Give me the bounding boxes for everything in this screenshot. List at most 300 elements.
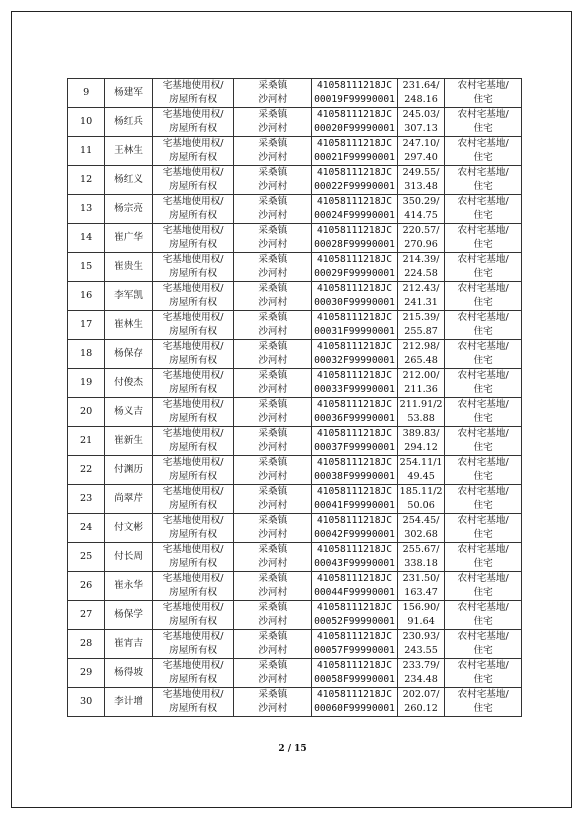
row-number-cell: 23 <box>68 485 105 514</box>
right-type-cell <box>152 282 234 311</box>
usage-line: 住宅 <box>473 558 493 569</box>
unit-code-line: 41058111218JC <box>316 341 393 352</box>
unit-code-line: 00044F99990001 <box>314 587 395 598</box>
area-line: 255.87 <box>404 326 438 337</box>
location-line: 采桑镇 <box>258 544 288 555</box>
unit-code-line: 00042F99990001 <box>314 529 395 540</box>
unit-code-line: 00022F99990001 <box>314 181 395 192</box>
unit-code-cell <box>312 224 398 253</box>
location-line: 沙河村 <box>258 703 288 714</box>
table-row <box>68 398 522 427</box>
area-line: 211.36 <box>404 384 438 395</box>
area-cell <box>397 340 444 369</box>
location-line: 采桑镇 <box>258 399 288 410</box>
location-line: 采桑镇 <box>258 689 288 700</box>
usage-line: 住宅 <box>473 326 493 337</box>
unit-code-line: 41058111218JC <box>316 631 393 642</box>
usage-line: 住宅 <box>473 500 493 511</box>
row-number-cell: 9 <box>68 79 105 108</box>
unit-code-line: 00021F99990001 <box>314 152 395 163</box>
usage-line: 农村宅基地/ <box>457 399 509 410</box>
area-cell <box>397 514 444 543</box>
usage-line: 住宅 <box>473 384 493 395</box>
owner-name-cell: 杨红义 <box>105 166 152 195</box>
area-line: 389.83/ <box>402 428 440 439</box>
unit-code-line: 00052F99990001 <box>314 616 395 627</box>
area-line: 185.11/2 <box>399 486 443 497</box>
right-type-line: 房屋所有权 <box>169 587 218 598</box>
area-line: 294.12 <box>404 442 438 453</box>
location-line: 沙河村 <box>258 210 288 221</box>
right-type-line: 宅基地使用权/ <box>162 196 224 207</box>
table-row <box>68 166 522 195</box>
unit-code-line: 41058111218JC <box>316 486 393 497</box>
usage-cell <box>445 253 522 282</box>
area-line: 50.06 <box>407 500 435 511</box>
usage-cell <box>445 224 522 253</box>
right-type-line: 宅基地使用权/ <box>162 544 224 555</box>
unit-code-line: 00030F99990001 <box>314 297 395 308</box>
usage-line: 农村宅基地/ <box>457 689 509 700</box>
area-line: 224.58 <box>404 268 438 279</box>
location-line: 采桑镇 <box>258 341 288 352</box>
unit-code-line: 41058111218JC <box>316 196 393 207</box>
area-line: 215.39/ <box>402 312 440 323</box>
area-line: 243.55 <box>404 645 438 656</box>
table-row <box>68 659 522 688</box>
area-line: 302.68 <box>404 529 438 540</box>
owner-name-cell: 杨红兵 <box>105 108 152 137</box>
right-type-cell <box>152 659 234 688</box>
table-row <box>68 108 522 137</box>
row-number-cell: 15 <box>68 253 105 282</box>
area-cell <box>397 282 444 311</box>
area-line: 231.50/ <box>402 573 440 584</box>
row-number-cell: 26 <box>68 572 105 601</box>
unit-code-cell <box>312 427 398 456</box>
right-type-line: 房屋所有权 <box>169 239 218 250</box>
unit-code-line: 41058111218JC <box>316 254 393 265</box>
location-cell <box>234 398 312 427</box>
area-line: 245.03/ <box>402 109 440 120</box>
right-type-line: 房屋所有权 <box>169 471 218 482</box>
usage-cell <box>445 688 522 717</box>
location-cell <box>234 195 312 224</box>
right-type-cell <box>152 224 234 253</box>
location-cell <box>234 224 312 253</box>
unit-code-line: 41058111218JC <box>316 544 393 555</box>
row-number-cell: 25 <box>68 543 105 572</box>
owner-name-cell: 杨建军 <box>105 79 152 108</box>
right-type-line: 房屋所有权 <box>169 268 218 279</box>
location-line: 采桑镇 <box>258 428 288 439</box>
right-type-line: 宅基地使用权/ <box>162 167 224 178</box>
row-number-cell: 16 <box>68 282 105 311</box>
unit-code-cell <box>312 195 398 224</box>
table-body <box>68 79 522 717</box>
area-line: 156.90/ <box>402 602 440 613</box>
area-line: 211.91/2 <box>399 399 443 410</box>
usage-line: 农村宅基地/ <box>457 602 509 613</box>
right-type-cell <box>152 572 234 601</box>
unit-code-line: 41058111218JC <box>316 80 393 91</box>
table-row <box>68 688 522 717</box>
right-type-cell <box>152 369 234 398</box>
unit-code-line: 00032F99990001 <box>314 355 395 366</box>
unit-code-line: 41058111218JC <box>316 138 393 149</box>
area-line: 49.45 <box>407 471 435 482</box>
location-line: 采桑镇 <box>258 312 288 323</box>
row-number-cell: 29 <box>68 659 105 688</box>
area-line: 338.18 <box>404 558 438 569</box>
area-cell <box>397 659 444 688</box>
unit-code-cell <box>312 108 398 137</box>
usage-line: 住宅 <box>473 703 493 714</box>
usage-line: 住宅 <box>473 152 493 163</box>
usage-line: 住宅 <box>473 413 493 424</box>
location-line: 沙河村 <box>258 326 288 337</box>
page-number: 2 / 15 <box>278 744 307 754</box>
location-line: 采桑镇 <box>258 283 288 294</box>
unit-code-cell <box>312 79 398 108</box>
unit-code-line: 00043F99990001 <box>314 558 395 569</box>
right-type-line: 房屋所有权 <box>169 703 218 714</box>
usage-cell <box>445 108 522 137</box>
owner-name-cell: 付长周 <box>105 543 152 572</box>
usage-cell <box>445 659 522 688</box>
right-type-line: 宅基地使用权/ <box>162 312 224 323</box>
row-number-cell: 20 <box>68 398 105 427</box>
location-line: 采桑镇 <box>258 225 288 236</box>
area-cell <box>397 166 444 195</box>
usage-line: 农村宅基地/ <box>457 486 509 497</box>
area-line: 249.55/ <box>402 167 440 178</box>
area-line: 270.96 <box>404 239 438 250</box>
location-cell <box>234 485 312 514</box>
unit-code-cell <box>312 311 398 340</box>
unit-code-line: 00038F99990001 <box>314 471 395 482</box>
location-line: 采桑镇 <box>258 486 288 497</box>
location-line: 采桑镇 <box>258 573 288 584</box>
usage-line: 住宅 <box>473 645 493 656</box>
table-row <box>68 137 522 166</box>
usage-cell <box>445 630 522 659</box>
location-cell <box>234 688 312 717</box>
table-row <box>68 253 522 282</box>
right-type-line: 房屋所有权 <box>169 384 218 395</box>
location-line: 沙河村 <box>258 442 288 453</box>
location-line: 沙河村 <box>258 152 288 163</box>
location-line: 沙河村 <box>258 384 288 395</box>
area-cell <box>397 108 444 137</box>
area-line: 163.47 <box>404 587 438 598</box>
location-line: 沙河村 <box>258 297 288 308</box>
owner-name-cell: 付渊历 <box>105 456 152 485</box>
location-line: 采桑镇 <box>258 631 288 642</box>
usage-line: 住宅 <box>473 442 493 453</box>
right-type-line: 宅基地使用权/ <box>162 341 224 352</box>
area-line: 297.40 <box>404 152 438 163</box>
owner-name-cell: 付文彬 <box>105 514 152 543</box>
location-line: 采桑镇 <box>258 602 288 613</box>
table-row <box>68 485 522 514</box>
usage-line: 农村宅基地/ <box>457 138 509 149</box>
location-cell <box>234 427 312 456</box>
right-type-line: 宅基地使用权/ <box>162 515 224 526</box>
area-line: 91.64 <box>407 616 435 627</box>
area-line: 53.88 <box>407 413 435 424</box>
owner-name-cell: 崔广华 <box>105 224 152 253</box>
unit-code-cell <box>312 601 398 630</box>
unit-code-line: 00057F99990001 <box>314 645 395 656</box>
right-type-cell <box>152 630 234 659</box>
location-cell <box>234 456 312 485</box>
owner-name-cell: 崔永华 <box>105 572 152 601</box>
location-cell <box>234 601 312 630</box>
area-cell <box>397 688 444 717</box>
right-type-line: 房屋所有权 <box>169 413 218 424</box>
usage-cell <box>445 485 522 514</box>
area-cell <box>397 195 444 224</box>
right-type-line: 宅基地使用权/ <box>162 370 224 381</box>
usage-line: 住宅 <box>473 268 493 279</box>
usage-line: 农村宅基地/ <box>457 167 509 178</box>
area-cell <box>397 224 444 253</box>
area-line: 212.98/ <box>402 341 440 352</box>
area-line: 234.48 <box>404 674 438 685</box>
table-row <box>68 514 522 543</box>
right-type-line: 房屋所有权 <box>169 674 218 685</box>
location-cell <box>234 659 312 688</box>
location-cell <box>234 572 312 601</box>
usage-line: 农村宅基地/ <box>457 515 509 526</box>
owner-name-cell: 尚翠芹 <box>105 485 152 514</box>
usage-cell <box>445 427 522 456</box>
unit-code-line: 41058111218JC <box>316 312 393 323</box>
unit-code-line: 41058111218JC <box>316 109 393 120</box>
location-line: 沙河村 <box>258 94 288 105</box>
usage-line: 农村宅基地/ <box>457 341 509 352</box>
right-type-line: 房屋所有权 <box>169 210 218 221</box>
area-line: 231.64/ <box>402 80 440 91</box>
unit-code-cell <box>312 659 398 688</box>
right-type-line: 房屋所有权 <box>169 355 218 366</box>
area-cell <box>397 456 444 485</box>
location-line: 采桑镇 <box>258 109 288 120</box>
right-type-line: 宅基地使用权/ <box>162 689 224 700</box>
owner-name-cell: 王林生 <box>105 137 152 166</box>
area-cell <box>397 543 444 572</box>
location-cell <box>234 282 312 311</box>
row-number-cell: 21 <box>68 427 105 456</box>
location-cell <box>234 166 312 195</box>
location-cell <box>234 311 312 340</box>
right-type-line: 宅基地使用权/ <box>162 428 224 439</box>
unit-code-cell <box>312 456 398 485</box>
usage-cell <box>445 311 522 340</box>
location-cell <box>234 514 312 543</box>
location-cell <box>234 369 312 398</box>
unit-code-cell <box>312 572 398 601</box>
unit-code-line: 00019F99990001 <box>314 94 395 105</box>
location-line: 沙河村 <box>258 500 288 511</box>
area-cell <box>397 398 444 427</box>
usage-cell <box>445 79 522 108</box>
area-line: 307.13 <box>404 123 438 134</box>
usage-line: 住宅 <box>473 123 493 134</box>
right-type-cell <box>152 456 234 485</box>
location-line: 采桑镇 <box>258 80 288 91</box>
owner-name-cell: 杨宗亮 <box>105 195 152 224</box>
right-type-line: 宅基地使用权/ <box>162 109 224 120</box>
area-cell <box>397 601 444 630</box>
right-type-line: 宅基地使用权/ <box>162 660 224 671</box>
location-cell <box>234 340 312 369</box>
usage-cell <box>445 195 522 224</box>
unit-code-cell <box>312 137 398 166</box>
usage-line: 住宅 <box>473 529 493 540</box>
unit-code-cell <box>312 485 398 514</box>
usage-line: 农村宅基地/ <box>457 283 509 294</box>
row-number-cell: 18 <box>68 340 105 369</box>
usage-line: 住宅 <box>473 94 493 105</box>
owner-name-cell: 杨义吉 <box>105 398 152 427</box>
area-cell <box>397 572 444 601</box>
right-type-cell <box>152 137 234 166</box>
location-line: 采桑镇 <box>258 196 288 207</box>
unit-code-line: 41058111218JC <box>316 283 393 294</box>
area-line: 220.57/ <box>402 225 440 236</box>
location-line: 沙河村 <box>258 558 288 569</box>
row-number-cell: 11 <box>68 137 105 166</box>
location-line: 沙河村 <box>258 239 288 250</box>
table-row <box>68 282 522 311</box>
owner-name-cell: 崔新生 <box>105 427 152 456</box>
usage-line: 农村宅基地/ <box>457 80 509 91</box>
table-row <box>68 195 522 224</box>
usage-line: 农村宅基地/ <box>457 225 509 236</box>
area-line: 202.07/ <box>402 689 440 700</box>
usage-line: 农村宅基地/ <box>457 196 509 207</box>
right-type-line: 宅基地使用权/ <box>162 457 224 468</box>
location-line: 沙河村 <box>258 587 288 598</box>
right-type-cell <box>152 79 234 108</box>
usage-cell <box>445 166 522 195</box>
unit-code-line: 00029F99990001 <box>314 268 395 279</box>
location-line: 沙河村 <box>258 529 288 540</box>
right-type-line: 房屋所有权 <box>169 94 218 105</box>
right-type-cell <box>152 514 234 543</box>
area-line: 350.29/ <box>402 196 440 207</box>
owner-name-cell: 李计增 <box>105 688 152 717</box>
unit-code-cell <box>312 514 398 543</box>
row-number-cell: 12 <box>68 166 105 195</box>
area-cell <box>397 630 444 659</box>
right-type-line: 宅基地使用权/ <box>162 283 224 294</box>
unit-code-cell <box>312 398 398 427</box>
right-type-cell <box>152 166 234 195</box>
right-type-cell <box>152 543 234 572</box>
usage-line: 农村宅基地/ <box>457 312 509 323</box>
location-line: 沙河村 <box>258 645 288 656</box>
row-number-cell: 14 <box>68 224 105 253</box>
unit-code-line: 00041F99990001 <box>314 500 395 511</box>
area-cell <box>397 485 444 514</box>
unit-code-line: 00060F99990001 <box>314 703 395 714</box>
area-line: 254.45/ <box>402 515 440 526</box>
right-type-cell <box>152 427 234 456</box>
right-type-cell <box>152 253 234 282</box>
usage-line: 住宅 <box>473 355 493 366</box>
usage-cell <box>445 543 522 572</box>
owner-name-cell: 杨得坡 <box>105 659 152 688</box>
unit-code-line: 00033F99990001 <box>314 384 395 395</box>
area-line: 254.11/1 <box>399 457 443 468</box>
area-cell <box>397 253 444 282</box>
right-type-cell <box>152 311 234 340</box>
location-line: 沙河村 <box>258 123 288 134</box>
location-cell <box>234 108 312 137</box>
usage-line: 住宅 <box>473 587 493 598</box>
usage-cell <box>445 514 522 543</box>
row-number-cell: 27 <box>68 601 105 630</box>
location-line: 沙河村 <box>258 355 288 366</box>
area-line: 248.16 <box>404 94 438 105</box>
unit-code-line: 41058111218JC <box>316 660 393 671</box>
area-line: 212.43/ <box>402 283 440 294</box>
unit-code-line: 00020F99990001 <box>314 123 395 134</box>
area-line: 255.67/ <box>402 544 440 555</box>
right-type-line: 房屋所有权 <box>169 645 218 656</box>
table-row <box>68 543 522 572</box>
usage-line: 住宅 <box>473 297 493 308</box>
owner-name-cell: 崔贵生 <box>105 253 152 282</box>
right-type-line: 房屋所有权 <box>169 500 218 511</box>
area-cell <box>397 79 444 108</box>
usage-cell <box>445 282 522 311</box>
row-number-cell: 13 <box>68 195 105 224</box>
location-line: 采桑镇 <box>258 167 288 178</box>
usage-line: 住宅 <box>473 181 493 192</box>
right-type-cell <box>152 195 234 224</box>
location-cell <box>234 137 312 166</box>
location-line: 采桑镇 <box>258 457 288 468</box>
area-line: 247.10/ <box>402 138 440 149</box>
area-cell <box>397 311 444 340</box>
right-type-line: 房屋所有权 <box>169 123 218 134</box>
usage-line: 住宅 <box>473 210 493 221</box>
location-line: 采桑镇 <box>258 370 288 381</box>
property-rights-table <box>67 78 522 717</box>
unit-code-cell <box>312 282 398 311</box>
row-number-cell: 30 <box>68 688 105 717</box>
right-type-line: 房屋所有权 <box>169 616 218 627</box>
unit-code-line: 00028F99990001 <box>314 239 395 250</box>
row-number-cell: 24 <box>68 514 105 543</box>
right-type-cell <box>152 108 234 137</box>
unit-code-line: 00058F99990001 <box>314 674 395 685</box>
right-type-line: 宅基地使用权/ <box>162 602 224 613</box>
unit-code-line: 41058111218JC <box>316 167 393 178</box>
unit-code-line: 41058111218JC <box>316 457 393 468</box>
area-cell <box>397 369 444 398</box>
right-type-line: 宅基地使用权/ <box>162 138 224 149</box>
unit-code-line: 00036F99990001 <box>314 413 395 424</box>
location-line: 采桑镇 <box>258 660 288 671</box>
right-type-line: 宅基地使用权/ <box>162 254 224 265</box>
unit-code-line: 41058111218JC <box>316 225 393 236</box>
right-type-cell <box>152 688 234 717</box>
